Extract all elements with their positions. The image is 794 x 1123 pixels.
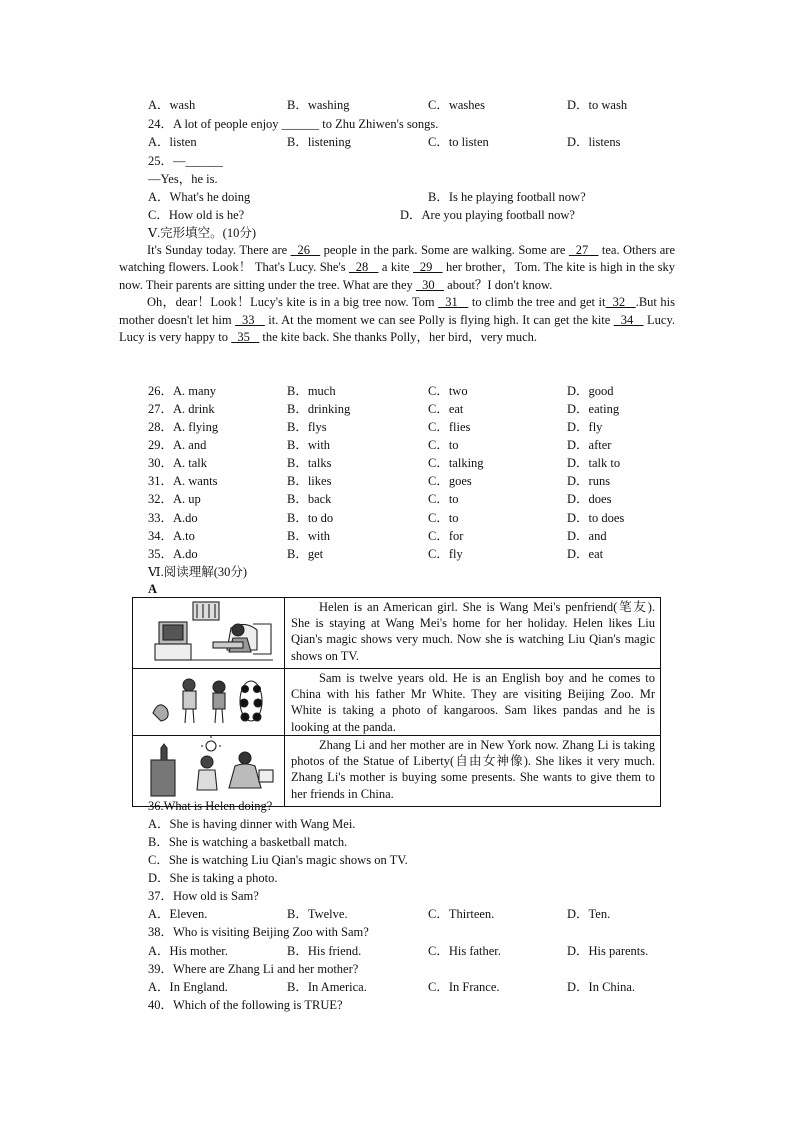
q31-option-d: D．runs — [567, 474, 611, 488]
text-run: tea. Others are watching flowers. Look！ That's Lucy. She's — [119, 243, 676, 275]
q23-option-d: D．to wash — [567, 98, 628, 112]
text-run: .But his mother doesn't let him — [119, 295, 675, 327]
q27-option-c: C．eat — [428, 402, 464, 416]
q30-option-b: B．talks — [287, 456, 332, 470]
text-run: Lucy. Lucy is very happy to — [119, 312, 676, 345]
q31-option-a: 31．A. wants — [148, 474, 218, 488]
q37-option-c: C．Thirteen. — [428, 907, 495, 921]
table-row — [133, 598, 661, 669]
q29-option-a: 29．A. and — [148, 438, 207, 452]
q27-option-b: B．drinking — [287, 402, 351, 416]
q39-option-b: B．In America. — [287, 980, 367, 994]
q32-option-b: B．back — [287, 492, 332, 506]
q37-stem: 37．How old is Sam? — [148, 889, 259, 903]
reading-table — [132, 597, 661, 807]
table-row — [133, 736, 661, 807]
picture-cell — [133, 736, 285, 807]
q32-option-d: D．does — [567, 492, 612, 506]
q37-option-d: D．Ten. — [567, 907, 611, 921]
blank-31: 31 — [438, 295, 469, 310]
text-run: the kite back. She thanks Polly，her bird，very much. — [259, 330, 537, 345]
text-run: It's Sunday today. There are — [147, 243, 291, 257]
q38-option-d: D．His parents. — [567, 944, 649, 958]
part-a-label: A — [148, 582, 158, 596]
passage-sam — [285, 669, 661, 736]
q35-option-b: B．get — [287, 547, 324, 561]
picture-cell — [133, 598, 285, 669]
q34-option-d: D．and — [567, 529, 607, 543]
blank-32: 32 — [605, 295, 636, 310]
q27-option-d: D．eating — [567, 402, 620, 416]
q36-option-b: B．She is watching a basketball match. — [148, 835, 348, 849]
text-run: it. At the moment we can see Polly is flying high. It can get the kite — [264, 312, 614, 327]
q23-option-a: A．wash — [148, 98, 196, 112]
q35-option-a: 35．A.do — [148, 547, 198, 561]
passage-zhang-li-text: Zhang Li and her mother are in New York now. Zhang Li is taking photos of the Statue of Liberty(自由女神像). She likes it very much. Zhang Li's mother is buying some presents. She wants to give them to her friends in China. — [291, 738, 655, 801]
picture-cell — [133, 669, 285, 736]
q25-reply: —Yes，he is. — [148, 172, 218, 186]
q31-option-b: B．likes — [287, 474, 332, 488]
text-run: people in the park. Some are walking. Some are — [320, 243, 569, 257]
text-run: a kite — [378, 260, 414, 275]
q33-option-c: C．to — [428, 511, 459, 525]
q34-option-c: C．for — [428, 529, 464, 543]
q33-option-d: D．to does — [567, 511, 625, 525]
q30-option-a: 30．A. talk — [148, 456, 208, 470]
blank-29: 29 — [413, 260, 443, 275]
q39-option-a: A．In England. — [148, 980, 228, 994]
q28-option-b: B．flys — [287, 420, 327, 434]
q24-option-a: A．listen — [148, 135, 197, 149]
q25-stem: 25．—______ — [148, 154, 224, 168]
q25-option-c: C．How old is he? — [148, 208, 245, 222]
q26-option-c: C．two — [428, 384, 468, 398]
blank-34: 34 — [613, 312, 644, 327]
q32-option-c: C．to — [428, 492, 459, 506]
new-york-illustration — [133, 736, 284, 802]
q28-option-a: 28．A. flying — [148, 420, 219, 434]
text-run: her brother，Tom. The kite is high in the sky now. Their parents are sitting under the tree. What are they — [119, 260, 676, 292]
q25-option-a: A．What's he doing — [148, 190, 251, 204]
blank-28: 28 — [348, 260, 379, 275]
text-run: Oh，dear！Look！Lucy's kite is in a big tree now. Tom — [147, 295, 439, 310]
passage-helen — [285, 598, 661, 669]
q36-stem: 36.What is Helen doing? — [148, 799, 273, 813]
section-5-heading: Ⅴ.完形填空。(10分) — [148, 226, 256, 240]
q38-option-a: A．His mother. — [148, 944, 228, 958]
q23-option-b: B．washing — [287, 98, 350, 112]
cloze-passage — [119, 242, 675, 346]
text-run: to climb the tree and get it — [468, 295, 606, 310]
q30-option-c: C．talking — [428, 456, 484, 470]
q28-option-d: D．fly — [567, 420, 603, 434]
blank-26: 26 — [290, 243, 321, 257]
q36-option-c: C．She is watching Liu Qian's magic shows on TV. — [148, 853, 408, 867]
q39-stem: 39．Where are Zhang Li and her mother? — [148, 962, 359, 976]
q37-option-a: A．Eleven. — [148, 907, 208, 921]
passage-helen-text: Helen is an American girl. She is Wang Mei's penfriend(笔友). She is staying at Wang Mei's home for her holiday. Helen likes Liu Qian's magic shows very much. Now she is watching Liu Qian's magic shows on TV. — [291, 600, 655, 663]
q34-option-b: B．with — [287, 529, 331, 543]
q36-option-d: D．She is taking a photo. — [148, 871, 278, 885]
q39-option-c: C．In France. — [428, 980, 500, 994]
q38-option-c: C．His father. — [428, 944, 501, 958]
q24-option-c: C．to listen — [428, 135, 489, 149]
q26-option-d: D．good — [567, 384, 614, 398]
q25-option-d: D．Are you playing football now? — [400, 208, 575, 222]
q38-stem: 38．Who is visiting Beijing Zoo with Sam? — [148, 925, 369, 939]
q24-stem: 24．A lot of people enjoy ______ to Zhu Zhiwen's songs. — [148, 117, 439, 131]
q29-option-c: C．to — [428, 438, 459, 452]
passage-zhang-li — [285, 736, 661, 807]
q24-option-d: D．listens — [567, 135, 621, 149]
q37-option-b: B．Twelve. — [287, 907, 348, 921]
text-run: about？I don't know. — [444, 277, 553, 292]
q23-option-c: C．washes — [428, 98, 485, 112]
cloze-paragraph-1 — [119, 242, 675, 294]
zoo-illustration — [133, 669, 284, 731]
q26-option-a: 26．A. many — [148, 384, 217, 398]
q27-option-a: 27．A. drink — [148, 402, 215, 416]
q26-option-b: B．much — [287, 384, 336, 398]
q31-option-c: C．goes — [428, 474, 472, 488]
q29-option-d: D．after — [567, 438, 612, 452]
q36-option-a: A．She is having dinner with Wang Mei. — [148, 817, 356, 831]
blank-35: 35 — [231, 330, 260, 345]
q32-option-a: 32．A. up — [148, 492, 201, 506]
table-row — [133, 669, 661, 736]
blank-30: 30 — [415, 277, 445, 292]
q29-option-b: B．with — [287, 438, 331, 452]
q25-option-b: B．Is he playing football now? — [428, 190, 586, 204]
q34-option-a: 34．A.to — [148, 529, 195, 543]
q33-option-a: 33．A.do — [148, 511, 198, 525]
q30-option-d: D．talk to — [567, 456, 621, 470]
q35-option-c: C．fly — [428, 547, 463, 561]
q39-option-d: D．In China. — [567, 980, 636, 994]
q40-stem: 40．Which of the following is TRUE? — [148, 998, 343, 1012]
tv-watching-illustration — [133, 598, 284, 664]
q38-option-b: B．His friend. — [287, 944, 362, 958]
blank-33: 33 — [235, 312, 265, 327]
q35-option-d: D．eat — [567, 547, 604, 561]
passage-sam-text: Sam is twelve years old. He is an English boy and he comes to China with his father Mr White. They are visiting Beijing Zoo. Mr White is taking a photo of kangaroos. Sam likes pandas and he is looking at the panda. — [291, 671, 655, 734]
section-6-heading: Ⅵ.阅读理解(30分) — [148, 565, 248, 579]
q24-option-b: B．listening — [287, 135, 351, 149]
blank-27: 27 — [568, 243, 599, 257]
q28-option-c: C．flies — [428, 420, 471, 434]
q33-option-b: B．to do — [287, 511, 334, 525]
cloze-paragraph-2 — [119, 294, 675, 346]
